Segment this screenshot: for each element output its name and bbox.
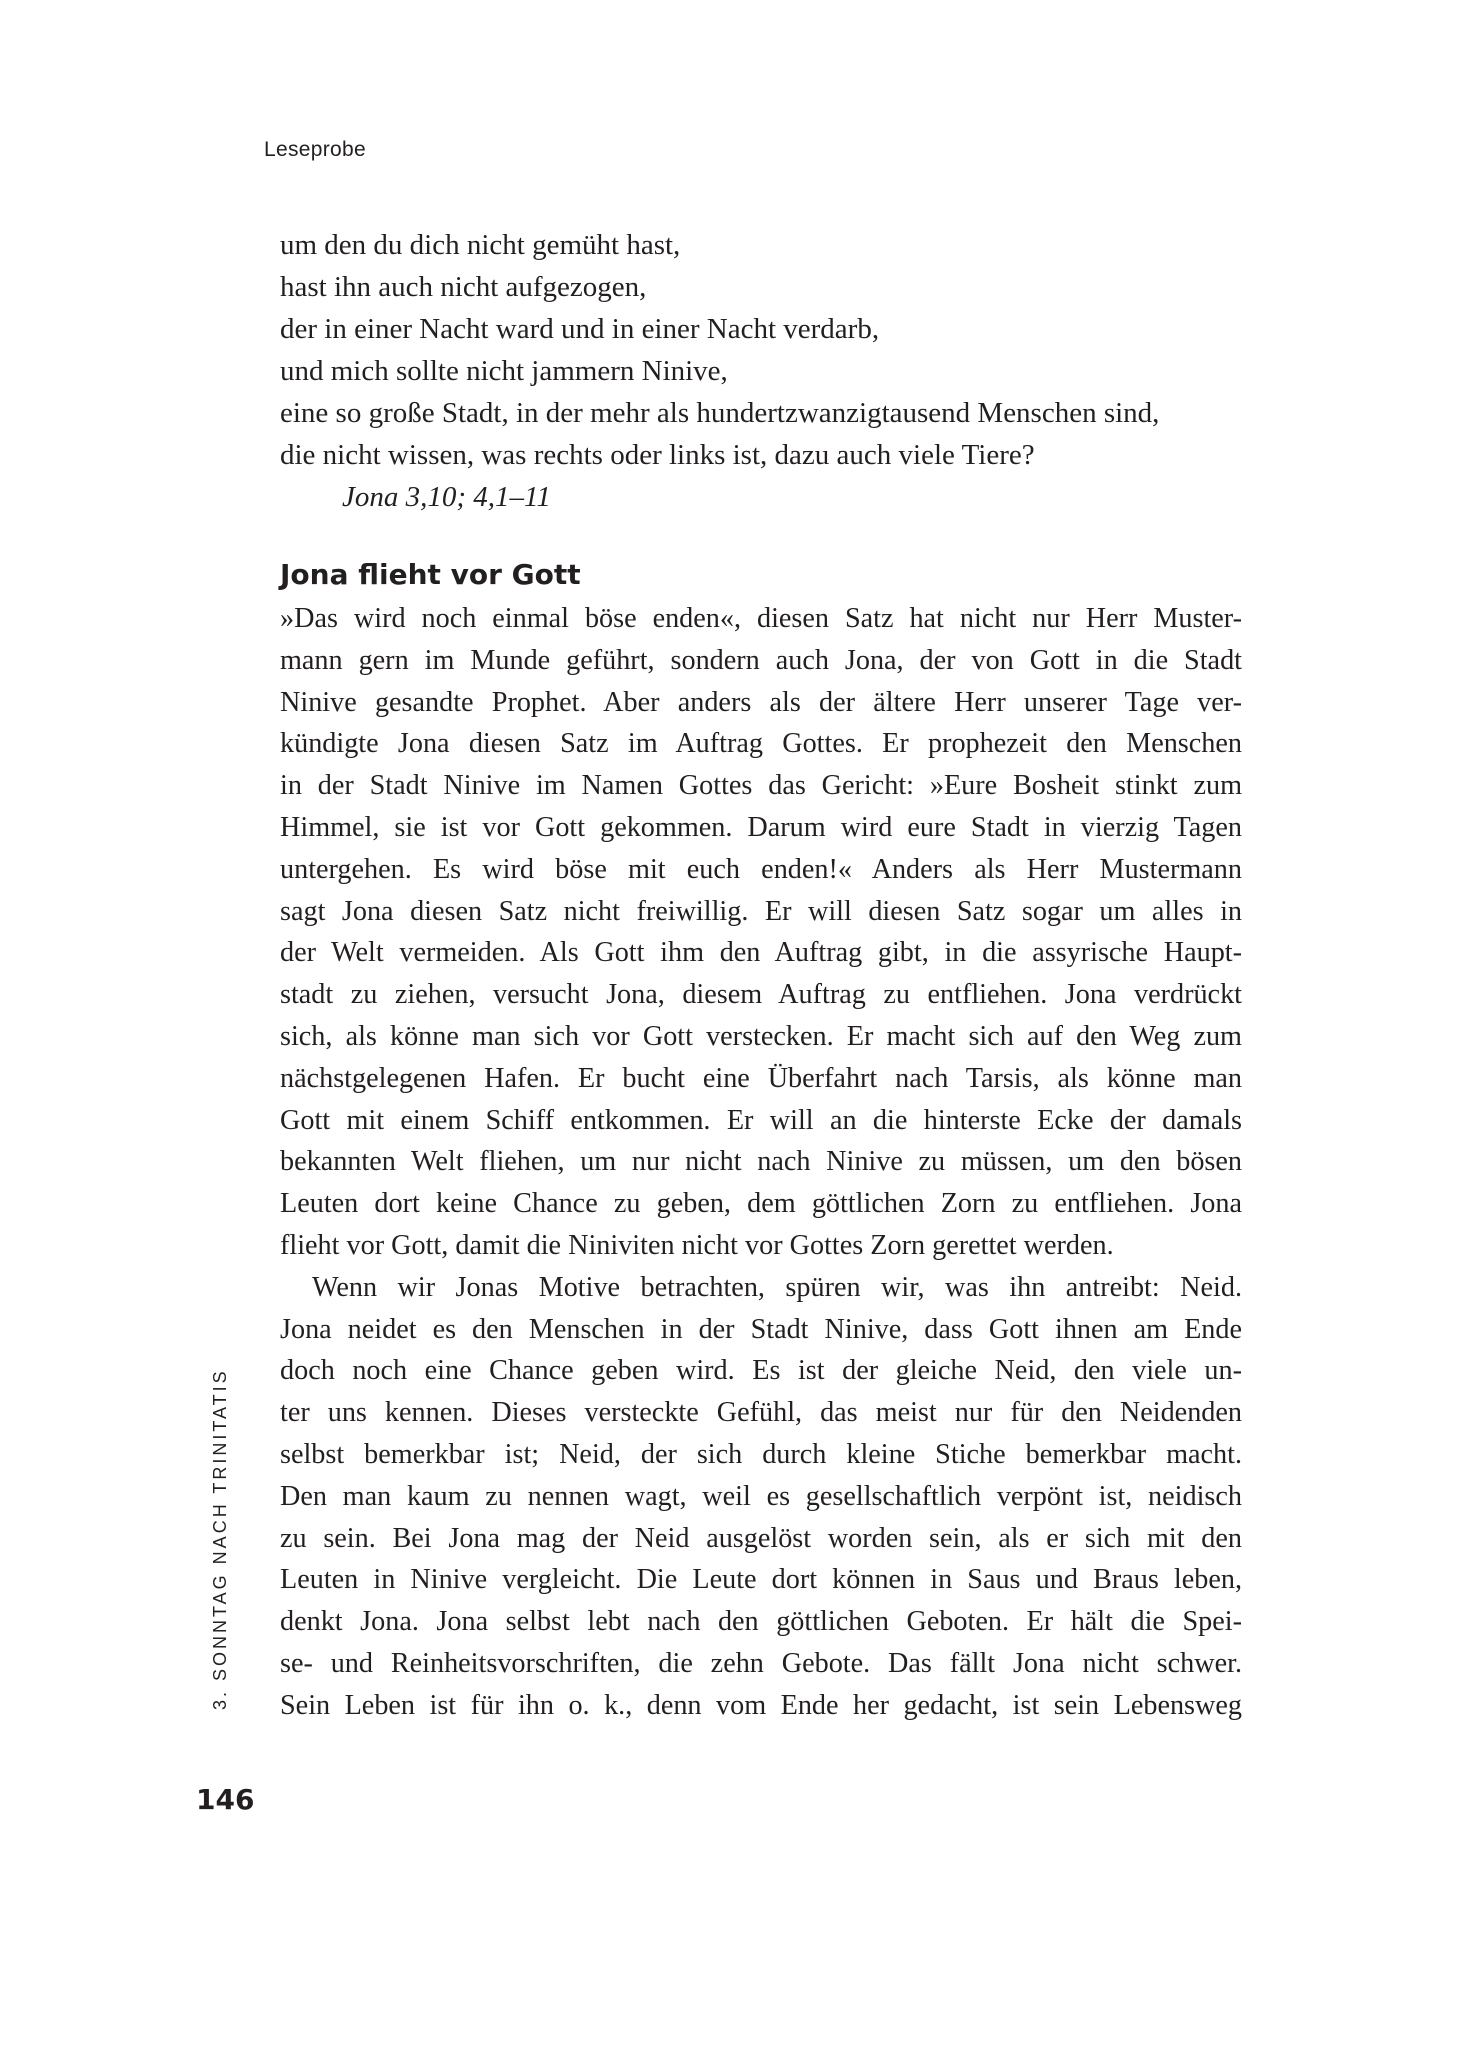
text-line: selbst bemerkbar ist; Neid, der sich durch kleine Stiche bemerkbar macht.: [280, 1438, 1242, 1470]
quote-line: die nicht wissen, was rechts oder links ist, dazu auch viele Tiere?: [280, 439, 1035, 471]
section-heading: Jona flieht vor Gott: [280, 558, 581, 591]
text-line: Ninive gesandte Prophet. Aber anders als der ältere Herr unserer Tage ver-: [280, 686, 1242, 718]
text-line: zu sein. Bei Jona mag der Neid ausgelöst worden sein, als er sich mit den: [280, 1522, 1242, 1554]
quote-line: hast ihn auch nicht aufgezogen,: [280, 271, 647, 303]
text-line: untergehen. Es wird böse mit euch enden!« Anders als Herr Mustermann: [280, 853, 1242, 885]
quote-line: der in einer Nacht ward und in einer Nacht verdarb,: [280, 313, 880, 345]
text-line: ter uns kennen. Dieses versteckte Gefühl, das meist nur für den Neidenden: [280, 1397, 1242, 1429]
text-line: doch noch eine Chance geben wird. Es ist der gleiche Neid, den viele un-: [280, 1355, 1242, 1387]
text-line: Himmel, sie ist vor Gott gekommen. Darum wird eure Stadt in vierzig Tagen: [280, 811, 1242, 843]
paragraph-2: [280, 1267, 1242, 1727]
text-line: Den man kaum zu nennen wagt, weil es gesellschaftlich verpönt ist, neidisch: [280, 1480, 1242, 1512]
text-line: Gott mit einem Schiff entkommen. Er will an die hinterste Ecke der damals: [280, 1104, 1242, 1136]
text-line: stadt zu ziehen, versucht Jona, diesem Auftrag zu entfliehen. Jona verdrückt: [280, 979, 1242, 1011]
chapter-side-label: 3. SONNTAG NACH TRINITATIS: [210, 1368, 230, 1710]
scripture-quote: [280, 224, 1260, 518]
text-line: Jona neidet es den Menschen in der Stadt Ninive, dass Gott ihnen am Ende: [280, 1313, 1242, 1345]
text-line: se- und Reinheitsvorschriften, die zehn Gebote. Das fällt Jona nicht schwer.: [280, 1647, 1242, 1679]
text-line: Wenn wir Jonas Motive betrachten, spüren wir, was ihn antreibt: Neid.: [312, 1271, 1242, 1303]
text-line: der Welt vermeiden. Als Gott ihm den Auftrag gibt, in die assyrische Haupt-: [280, 937, 1242, 969]
text-line: Sein Leben ist für ihn o. k., denn vom Ende her gedacht, ist sein Lebensweg: [280, 1689, 1242, 1721]
text-line: bekannten Welt fliehen, um nur nicht nach Ninive zu müssen, um den bösen: [280, 1146, 1242, 1178]
quote-line: eine so große Stadt, in der mehr als hundertzwanzigtausend Menschen sind,: [280, 397, 1160, 429]
quote-line: und mich sollte nicht jammern Ninive,: [280, 355, 728, 387]
text-line: in der Stadt Ninive im Namen Gottes das Gericht: »Eure Bosheit stinkt zum: [280, 770, 1242, 802]
text-line: sagt Jona diesen Satz nicht freiwillig. Er will diesen Satz sogar um alles in: [280, 895, 1242, 927]
text-line: nächstgelegenen Hafen. Er bucht eine Überfahrt nach Tarsis, als könne man: [280, 1062, 1242, 1094]
page-number: 146: [196, 1783, 255, 1816]
paragraph-1: [280, 598, 1242, 1267]
text-line: kündigte Jona diesen Satz im Auftrag Gottes. Er prophezeit den Menschen: [280, 728, 1242, 760]
text-line: »Das wird noch einmal böse enden«, diesen Satz hat nicht nur Herr Muster-: [280, 603, 1242, 634]
text-line: mann gern im Munde geführt, sondern auch Jona, der von Gott in die Stadt: [280, 644, 1242, 676]
scripture-citation: Jona 3,10; 4,1–11: [342, 481, 551, 513]
running-header: Leseprobe: [264, 138, 366, 161]
text-line: Leuten dort keine Chance zu geben, dem göttlichen Zorn zu entfliehen. Jona: [280, 1188, 1242, 1220]
text-line: denkt Jona. Jona selbst lebt nach den göttlichen Geboten. Er hält die Spei-: [280, 1606, 1242, 1638]
text-line: Leuten in Ninive vergleicht. Die Leute dort können in Saus und Braus leben,: [280, 1564, 1242, 1596]
body-text: [280, 598, 1242, 1727]
quote-line: um den du dich nicht gemüht hast,: [280, 229, 681, 261]
text-line: flieht vor Gott, damit die Niniviten nicht vor Gottes Zorn gerettet werden.: [280, 1229, 1114, 1261]
text-line: sich, als könne man sich vor Gott verstecken. Er macht sich auf den Weg zum: [280, 1020, 1242, 1052]
